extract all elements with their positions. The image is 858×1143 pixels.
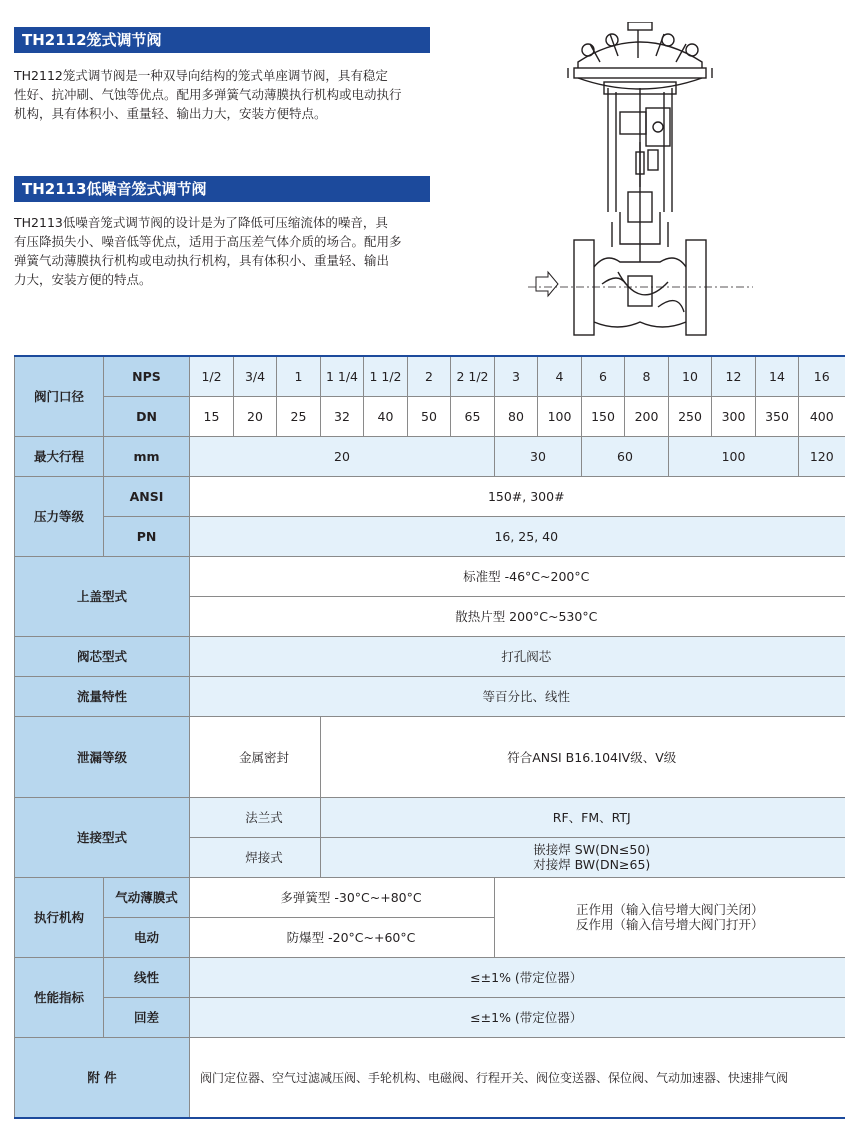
nps-cell: 1 1/4 xyxy=(321,356,364,396)
dn-cell: 25 xyxy=(277,396,321,436)
nps-cell: 8 xyxy=(625,356,669,396)
conn-weld-value-1: 嵌接焊 SW(DN≤50) xyxy=(533,842,651,857)
conn-weld-value-2: 对接焊 BW(DN≥65) xyxy=(533,857,651,872)
conn-weld: 焊接式 xyxy=(190,837,321,877)
nps-cell: 12 xyxy=(712,356,756,396)
row-conn-flange xyxy=(15,797,845,837)
acc-label: 附 件 xyxy=(15,1037,190,1118)
stroke-label: 最大行程 xyxy=(15,436,104,476)
conn-label: 连接型式 xyxy=(15,797,190,877)
body-line: 力大，安装方便的特点。 xyxy=(14,272,152,287)
perf-label: 性能指标 xyxy=(15,957,104,1037)
section-body-th2113 xyxy=(14,213,402,289)
plug-value: 打孔阀芯 xyxy=(190,636,845,676)
dn-cell: 250 xyxy=(669,396,712,436)
body-line: TH2113低噪音笼式调节阀的设计是为了降低可压缩流体的噪音，具 xyxy=(14,215,388,230)
bonnet-label: 上盖型式 xyxy=(15,556,190,636)
dn-cell: 100 xyxy=(538,396,582,436)
dn-cell: 50 xyxy=(408,396,451,436)
conn-weld-values xyxy=(321,837,845,877)
pneumatic-value: 多弹簧型 -30°C~+80°C xyxy=(190,877,495,917)
nps-cell: 2 1/2 xyxy=(451,356,495,396)
plug-label: 阀芯型式 xyxy=(15,636,190,676)
row-pn xyxy=(15,516,845,556)
dn-label: DN xyxy=(104,396,190,436)
dn-cell: 400 xyxy=(799,396,845,436)
nps-cell: 10 xyxy=(669,356,712,396)
dn-cell: 20 xyxy=(234,396,277,436)
section-title-th2113: TH2113低噪音笼式调节阀 xyxy=(14,176,430,202)
hyst-label: 回差 xyxy=(104,997,190,1037)
ansi-label: ANSI xyxy=(104,476,190,516)
linear-value: ≤±1% (带定位器） xyxy=(190,957,845,997)
nps-cell: 6 xyxy=(582,356,625,396)
conn-flange-value: RF、FM、RTJ xyxy=(321,797,845,837)
row-dn xyxy=(15,396,845,436)
body-line: 性好、抗冲刷、气蚀等优点。配用多弹簧气动薄膜执行机构或电动执行 xyxy=(14,87,402,102)
body-line: 弹簧气动薄膜执行机构或电动执行机构，具有体积小、重量轻、输出 xyxy=(14,253,390,268)
dn-cell: 350 xyxy=(756,396,799,436)
conn-flange: 法兰式 xyxy=(190,797,321,837)
nps-cell: 16 xyxy=(799,356,845,396)
nps-cell: 3 xyxy=(495,356,538,396)
acc-value: 阀门定位器、空气过滤减压阀、手轮机构、电磁阀、行程开关、阀位变送器、保位阀、气动加速器、快速排气阀 xyxy=(190,1037,845,1118)
action-line-2: 反作用（输入信号增大阀门打开） xyxy=(575,917,764,932)
size-label: 阀门口径 xyxy=(15,356,104,436)
pressure-label: 压力等级 xyxy=(15,476,104,556)
row-linear xyxy=(15,957,845,997)
action-description xyxy=(495,877,845,957)
action-line-1: 正作用（输入信号增大阀门关闭） xyxy=(575,902,764,917)
stroke-cell: 120 xyxy=(799,436,845,476)
pneumatic-label: 气动薄膜式 xyxy=(104,877,190,917)
leak-label: 泄漏等级 xyxy=(15,716,190,797)
nps-cell: 4 xyxy=(538,356,582,396)
nps-cell: 1 1/2 xyxy=(364,356,408,396)
bonnet-standard: 标准型 -46°C~200°C xyxy=(190,556,845,596)
electric-value: 防爆型 -20°C~+60°C xyxy=(190,917,495,957)
stroke-unit: mm xyxy=(104,436,190,476)
row-leak xyxy=(15,716,845,797)
leak-seal: 金属密封 xyxy=(190,716,321,797)
nps-cell: 14 xyxy=(756,356,799,396)
linear-label: 线性 xyxy=(104,957,190,997)
dn-cell: 150 xyxy=(582,396,625,436)
row-plug xyxy=(15,636,845,676)
valve-diagram xyxy=(528,22,753,337)
body-line: TH2112笼式调节阀是一种双导向结构的笼式单座调节阀，具有稳定 xyxy=(14,68,388,83)
nps-label: NPS xyxy=(104,356,190,396)
body-line: 有压降损失小、噪音低等优点，适用于高压差气体介质的场合。配用多 xyxy=(14,234,402,249)
electric-label: 电动 xyxy=(104,917,190,957)
row-nps xyxy=(15,356,845,396)
flow-value: 等百分比、线性 xyxy=(190,676,845,716)
spec-table xyxy=(14,355,845,1119)
stroke-cell: 100 xyxy=(669,436,799,476)
pn-label: PN xyxy=(104,516,190,556)
stroke-cell: 60 xyxy=(582,436,669,476)
dn-cell: 32 xyxy=(321,396,364,436)
stroke-cell: 20 xyxy=(190,436,495,476)
dn-cell: 200 xyxy=(625,396,669,436)
row-stroke xyxy=(15,436,845,476)
nps-cell: 2 xyxy=(408,356,451,396)
stroke-cell: 30 xyxy=(495,436,582,476)
nps-cell: 1 xyxy=(277,356,321,396)
row-pneumatic xyxy=(15,877,845,917)
pn-value: 16, 25, 40 xyxy=(190,516,845,556)
dn-cell: 300 xyxy=(712,396,756,436)
row-bonnet-standard xyxy=(15,556,845,596)
nps-cell: 3/4 xyxy=(234,356,277,396)
actuator-label: 执行机构 xyxy=(15,877,104,957)
dn-cell: 15 xyxy=(190,396,234,436)
flow-label: 流量特性 xyxy=(15,676,190,716)
nps-cell: 1/2 xyxy=(190,356,234,396)
dn-cell: 40 xyxy=(364,396,408,436)
section-body-th2112 xyxy=(14,66,402,123)
row-flow xyxy=(15,676,845,716)
hyst-value: ≤±1% (带定位器） xyxy=(190,997,845,1037)
dn-cell: 80 xyxy=(495,396,538,436)
leak-value: 符合ANSI B16.104IV级、V级 xyxy=(321,716,845,797)
row-accessories xyxy=(15,1037,845,1118)
row-hysteresis xyxy=(15,997,845,1037)
ansi-value: 150#, 300# xyxy=(190,476,845,516)
dn-cell: 65 xyxy=(451,396,495,436)
body-line: 机构，具有体积小、重量轻、输出力大，安装方便特点。 xyxy=(14,106,327,121)
row-ansi xyxy=(15,476,845,516)
bonnet-fin: 散热片型 200°C~530°C xyxy=(190,596,845,636)
section-title-th2112: TH2112笼式调节阀 xyxy=(14,27,430,53)
